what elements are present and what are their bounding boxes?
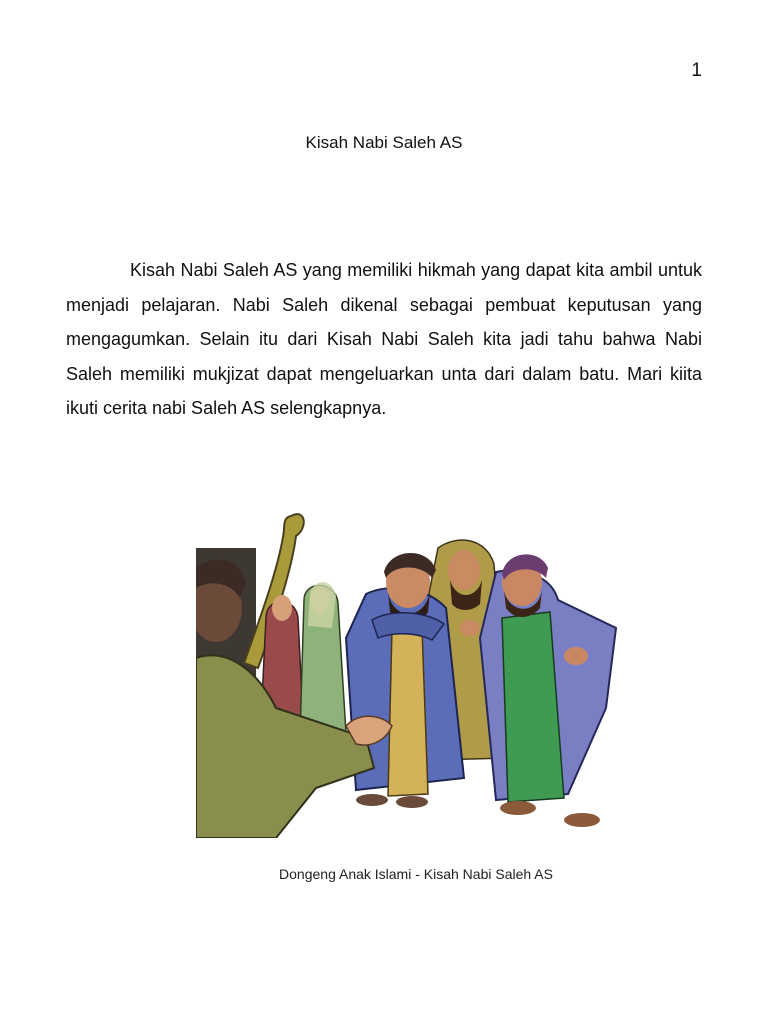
- story-illustration: [196, 508, 636, 838]
- page-number: 1: [691, 60, 702, 81]
- document-title: Kisah Nabi Saleh AS: [305, 133, 463, 152]
- body-paragraph: Kisah Nabi Saleh AS yang memiliki hikmah yang dapat kita ambil untuk menjadi pelajaran. Nabi Saleh dikenal sebagai pembuat keputusan yang mengagumkan. Selain itu dari Kisah Nabi Saleh kita jadi tahu bahwa Nabi Saleh memiliki mukjizat dapat mengeluarkan unta dari dalam batu. Mari kiita ikuti cerita nabi Saleh AS selengkapnya.: [66, 260, 702, 418]
- image-caption: Dongeng Anak Islami - Kisah Nabi Saleh AS: [279, 866, 553, 882]
